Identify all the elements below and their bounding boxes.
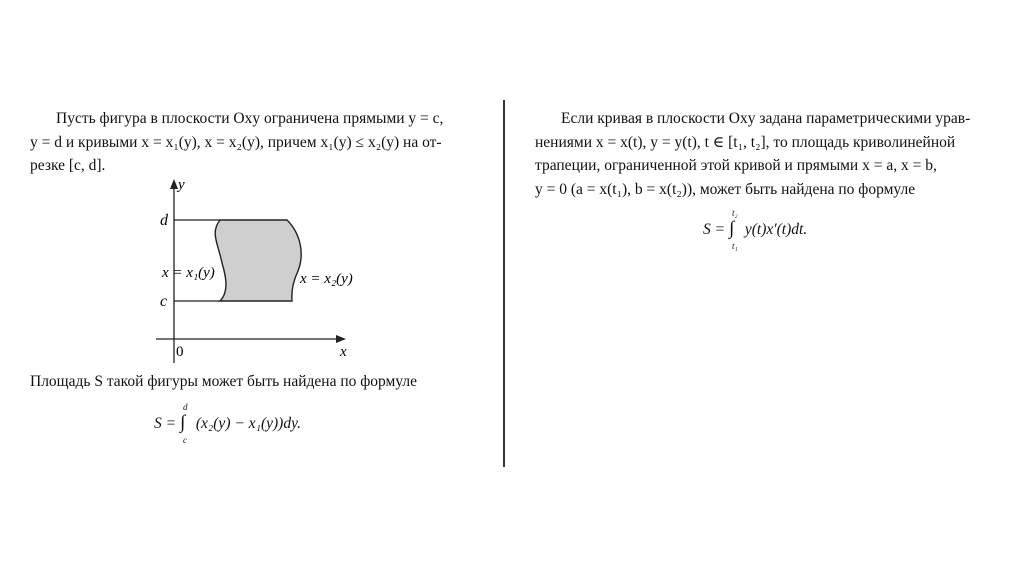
- column-divider: [503, 100, 505, 467]
- axis-y-label: y: [178, 177, 185, 193]
- area-sentence: Площадь S такой фигуры может быть найдена по формуле: [30, 373, 418, 390]
- right-paragraph-line-1: Если кривая в плоскости Oxy задана параметрическими урав-: [561, 110, 971, 127]
- x-axis-arrow: [336, 335, 346, 343]
- right-column: [535, 107, 995, 201]
- y-axis-arrow: [170, 179, 178, 189]
- left-paragraph-line-1: Пусть фигура в плоскости Oxy ограничена прямыми y = c,: [56, 110, 444, 127]
- right-paragraph-line-4: y = 0 (a = x(t₁), b = x(t₂)), может быть найдена по формуле: [535, 180, 916, 198]
- curve2-label: x = x₂(y): [300, 271, 353, 287]
- integral-sign: ∫ t₂ t₁: [728, 208, 738, 251]
- formula-lhs: S =: [703, 221, 726, 238]
- integral-lower-limit: c: [182, 435, 187, 445]
- region-figure: [140, 173, 380, 368]
- origin-label: 0: [176, 344, 184, 360]
- left-column: [30, 107, 492, 178]
- integral-lower-limit: t₁: [731, 241, 738, 251]
- integral-sign: ∫ d c: [179, 402, 188, 445]
- label-c: c: [160, 293, 168, 310]
- integral-upper-limit: d: [182, 402, 188, 412]
- formula-area-curves: [154, 402, 301, 445]
- right-paragraph-line-2: нениями x = x(t), y = y(t), t ∈ [t₁, t₂], то площадь криволинейной: [535, 133, 956, 151]
- formula-body: y(t)x′(t)dt.: [744, 221, 808, 238]
- left-paragraph-line-3: резке [c, d].: [30, 157, 106, 174]
- label-d: d: [160, 212, 168, 229]
- right-paragraph-line-3: трапеции, ограниченной этой кривой и прямыми x = a, x = b,: [535, 157, 937, 174]
- formula-lhs: S =: [154, 415, 177, 432]
- curve1-label: x = x₁(y): [162, 265, 215, 281]
- left-paragraph-line-2: y = d и кривыми x = x₁(y), x = x₂(y), причем x₁(y) ≤ x₂(y) на от-: [30, 133, 442, 151]
- shaded-region: [215, 220, 301, 301]
- integral-upper-limit: t₂: [731, 208, 738, 218]
- formula-body: (x₂(y) − x₁(y))dy.: [195, 415, 301, 432]
- axis-x-label: x: [340, 344, 347, 360]
- formula-area-parametric: [703, 208, 808, 251]
